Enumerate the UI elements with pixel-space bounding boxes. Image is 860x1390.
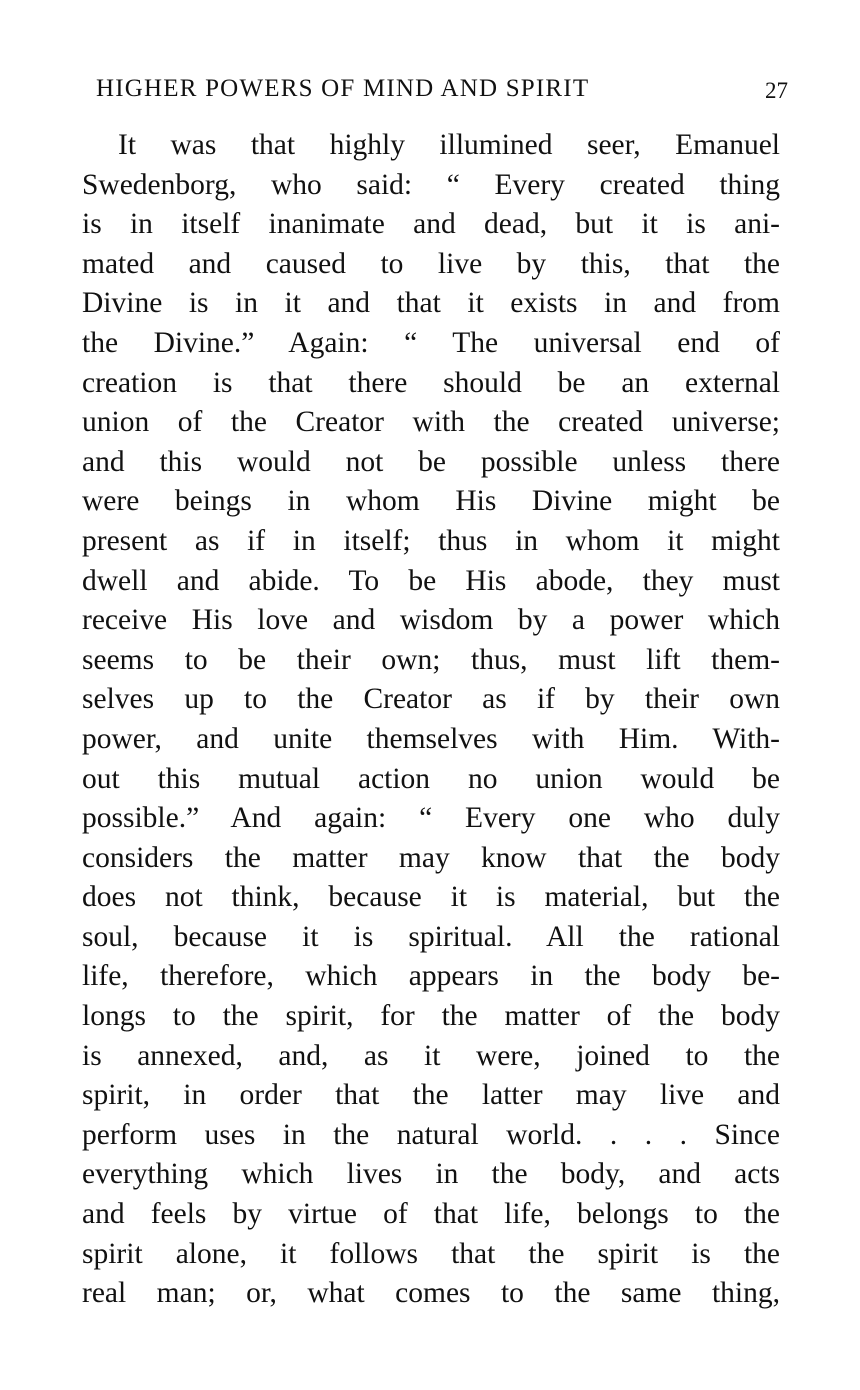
text-line: possible.” And again: “ Every one who duly xyxy=(82,802,780,835)
running-head xyxy=(96,72,788,106)
text-line: perform uses in the natural world. . . . Since xyxy=(82,1118,780,1151)
text-line: creation is that there should be an external xyxy=(82,366,780,399)
text-line: and feels by virtue of that life, belongs to the xyxy=(82,1198,780,1231)
text-line: real man; or, what comes to the same thing, xyxy=(82,1277,780,1310)
text-line: out this mutual action no union would be xyxy=(82,762,780,795)
text-line: present as if in itself; thus in whom it might xyxy=(82,524,780,557)
text-line: union of the Creator with the created universe; xyxy=(82,406,780,439)
text-line: is in itself inanimate and dead, but it is ani- xyxy=(82,208,780,241)
running-head-title: HIGHER POWERS OF MIND AND SPIRIT xyxy=(96,75,590,102)
text-line: soul, because it is spiritual. All the rational xyxy=(82,920,780,953)
text-line: selves up to the Creator as if by their own xyxy=(82,683,780,716)
text-line: and this would not be possible unless there xyxy=(82,445,780,478)
text-line: Divine is in it and that it exists in and from xyxy=(82,287,780,320)
body-paragraph xyxy=(82,126,780,1314)
text-line: power, and unite themselves with Him. With- xyxy=(82,722,780,755)
text-line: mated and caused to live by this, that the xyxy=(82,247,780,280)
text-line: It was that highly illumined seer, Emanuel xyxy=(118,129,780,161)
text-line: receive His love and wisdom by a power which xyxy=(82,604,780,637)
text-line: seems to be their own; thus, must lift them- xyxy=(82,643,780,676)
text-line: life, therefore, which appears in the body be- xyxy=(82,960,780,993)
text-line: Swedenborg, who said: “ Every created thing xyxy=(82,168,780,201)
text-line: spirit alone, it follows that the spirit is the xyxy=(82,1237,780,1270)
text-line: the Divine.” Again: “ The universal end of xyxy=(82,326,780,359)
text-line: spirit, in order that the latter may live and xyxy=(82,1079,780,1112)
page-number: 27 xyxy=(765,78,788,103)
text-line: considers the matter may know that the body xyxy=(82,841,780,874)
text-line: does not think, because it is material, but the xyxy=(82,881,780,914)
text-line: longs to the spirit, for the matter of the body xyxy=(82,1000,780,1033)
text-line: dwell and abide. To be His abode, they must xyxy=(82,564,780,597)
text-line: is annexed, and, as it were, joined to the xyxy=(82,1039,780,1072)
text-line: were beings in whom His Divine might be xyxy=(82,485,780,518)
text-line: everything which lives in the body, and acts xyxy=(82,1158,780,1191)
